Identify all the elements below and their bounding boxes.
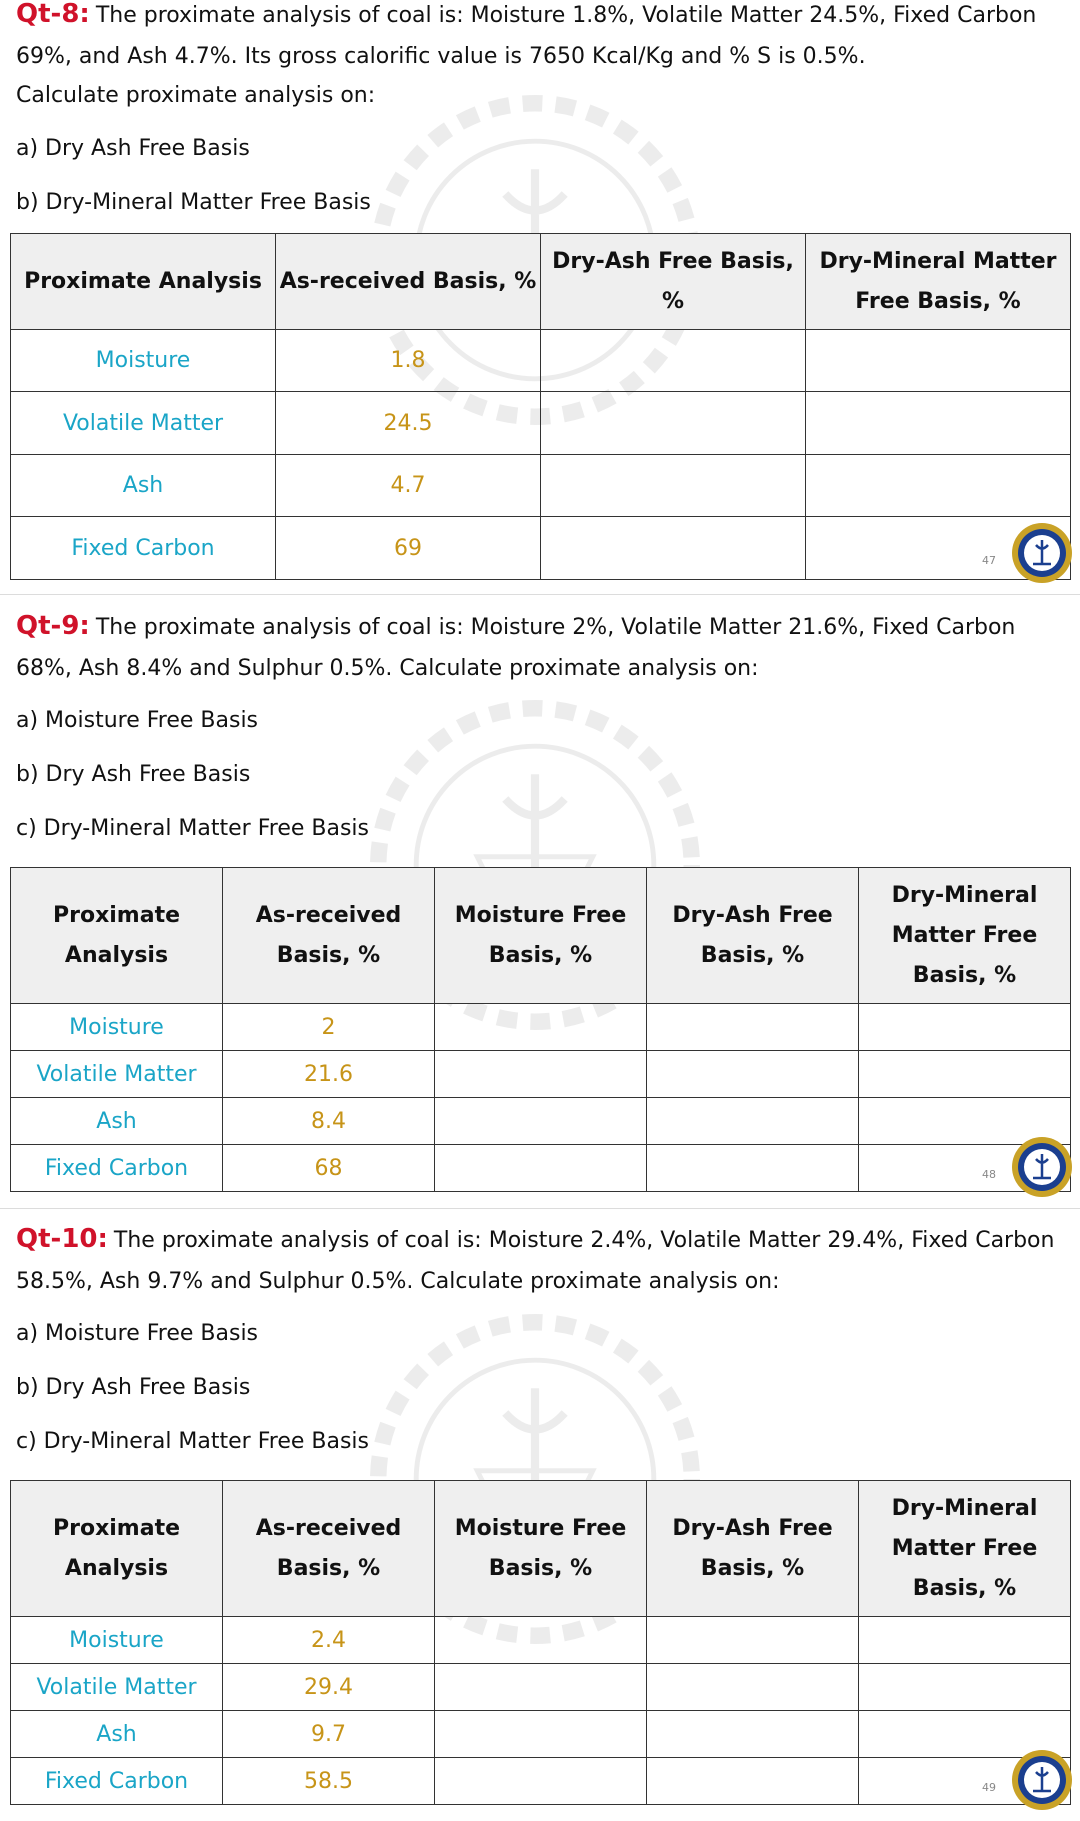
question-body: The proximate analysis of coal is: Moisture 2.4%, Volatile Matter 29.4%, Fixed Carbon 58.5%, Ash 9.7% and Sulphur 0.5%. Calculate proximate analysis on:: [16, 1228, 1055, 1294]
row-label: Moisture: [11, 1004, 223, 1051]
list-item: b) Dry-Mineral Matter Free Basis: [16, 190, 371, 215]
header-cell: Proximate Analysis: [11, 868, 223, 1004]
header-cell: Dry-Mineral Matter Free Basis, %: [806, 234, 1071, 330]
empty-cell: [647, 1051, 859, 1098]
row-value: 24.5: [276, 392, 541, 455]
empty-cell: [806, 392, 1071, 455]
row-value: 2.4: [223, 1617, 435, 1664]
header-cell: Moisture Free Basis, %: [435, 1481, 647, 1617]
table-row: [11, 1098, 1071, 1145]
row-value: 29.4: [223, 1664, 435, 1711]
list-item: b) Dry Ash Free Basis: [16, 1375, 251, 1400]
slide-qt8: [0, 0, 1080, 594]
row-value: 2: [223, 1004, 435, 1051]
row-label: Fixed Carbon: [11, 517, 276, 580]
row-label: Volatile Matter: [11, 1664, 223, 1711]
table-header-row: [11, 868, 1071, 1004]
list-item: c) Dry-Mineral Matter Free Basis: [16, 816, 370, 841]
empty-cell: [541, 392, 806, 455]
empty-cell: [647, 1145, 859, 1192]
question-label: Qt-9:: [16, 611, 90, 641]
header-cell: Dry-Mineral Matter Free Basis, %: [859, 1481, 1071, 1617]
table-row: [11, 1758, 1071, 1805]
empty-cell: [435, 1051, 647, 1098]
row-label: Moisture: [11, 330, 276, 392]
header-cell: Proximate Analysis: [11, 1481, 223, 1617]
page-number: 47: [982, 554, 996, 567]
row-value: 4.7: [276, 455, 541, 517]
empty-cell: [859, 1617, 1071, 1664]
row-label: Volatile Matter: [11, 392, 276, 455]
page-number: 49: [982, 1781, 996, 1794]
table-row: [11, 1617, 1071, 1664]
empty-cell: [647, 1004, 859, 1051]
slide-qt10: [0, 1209, 1080, 1821]
table-row: [11, 455, 1071, 517]
empty-cell: [435, 1711, 647, 1758]
list-item: c) Dry-Mineral Matter Free Basis: [16, 1429, 370, 1454]
row-label: Volatile Matter: [11, 1051, 223, 1098]
empty-cell: [647, 1098, 859, 1145]
table-row: [11, 1664, 1071, 1711]
header-cell: As-received Basis, %: [223, 868, 435, 1004]
question-text: [16, 0, 1064, 77]
row-label: Fixed Carbon: [11, 1758, 223, 1805]
row-value: 21.6: [223, 1051, 435, 1098]
empty-cell: [859, 1664, 1071, 1711]
question-body: The proximate analysis of coal is: Moisture 1.8%, Volatile Matter 24.5%, Fixed Carbon 69%, and Ash 4.7%. Its gross calorific value is 7650 Kcal/Kg and % S is 0.5%.: [16, 3, 1037, 69]
header-cell: Dry-Ash Free Basis, %: [647, 1481, 859, 1617]
empty-cell: [806, 455, 1071, 517]
row-value: 68: [223, 1145, 435, 1192]
header-cell: As-received Basis, %: [276, 234, 541, 330]
question-label: Qt-8:: [16, 0, 90, 29]
table-header-row: [11, 234, 1071, 330]
empty-cell: [435, 1758, 647, 1805]
proximate-analysis-table: [10, 233, 1071, 580]
row-value: 58.5: [223, 1758, 435, 1805]
empty-cell: [435, 1145, 647, 1192]
table-row: [11, 392, 1071, 455]
empty-cell: [859, 1004, 1071, 1051]
empty-cell: [435, 1004, 647, 1051]
table-row: [11, 330, 1071, 392]
empty-cell: [647, 1617, 859, 1664]
header-cell: As-received Basis, %: [223, 1481, 435, 1617]
question-text: [16, 1219, 1064, 1302]
row-value: 8.4: [223, 1098, 435, 1145]
empty-cell: [647, 1711, 859, 1758]
list-item: a) Moisture Free Basis: [16, 1321, 259, 1346]
empty-cell: [541, 330, 806, 392]
header-cell: Dry-Ash Free Basis, %: [541, 234, 806, 330]
instruction-text: Calculate proximate analysis on:: [16, 83, 376, 108]
institute-logo-icon: [1011, 522, 1073, 584]
row-label: Ash: [11, 1711, 223, 1758]
empty-cell: [541, 517, 806, 580]
list-item: a) Dry Ash Free Basis: [16, 136, 250, 161]
row-value: 9.7: [223, 1711, 435, 1758]
question-label: Qt-10:: [16, 1224, 108, 1254]
empty-cell: [541, 455, 806, 517]
table-row: [11, 1004, 1071, 1051]
empty-cell: [435, 1617, 647, 1664]
row-value: 69: [276, 517, 541, 580]
list-item: a) Moisture Free Basis: [16, 708, 259, 733]
table-header-row: [11, 1481, 1071, 1617]
header-cell: Dry-Mineral Matter Free Basis, %: [859, 868, 1071, 1004]
table-row: [11, 1711, 1071, 1758]
empty-cell: [435, 1664, 647, 1711]
row-label: Ash: [11, 1098, 223, 1145]
page-number: 48: [982, 1168, 996, 1181]
table-row: [11, 1145, 1071, 1192]
question-body: The proximate analysis of coal is: Moisture 2%, Volatile Matter 21.6%, Fixed Carbon 68%, Ash 8.4% and Sulphur 0.5%. Calculate proximate analysis on:: [16, 615, 1016, 681]
header-cell: Dry-Ash Free Basis, %: [647, 868, 859, 1004]
empty-cell: [647, 1664, 859, 1711]
row-label: Ash: [11, 455, 276, 517]
institute-logo-icon: [1011, 1749, 1073, 1811]
table-row: [11, 1051, 1071, 1098]
header-cell: Moisture Free Basis, %: [435, 868, 647, 1004]
empty-cell: [859, 1051, 1071, 1098]
institute-logo-icon: [1011, 1136, 1073, 1198]
proximate-analysis-table: [10, 1480, 1071, 1805]
header-cell: Proximate Analysis: [11, 234, 276, 330]
empty-cell: [647, 1758, 859, 1805]
empty-cell: [435, 1098, 647, 1145]
row-label: Fixed Carbon: [11, 1145, 223, 1192]
slide-qt9: [0, 595, 1080, 1208]
empty-cell: [806, 330, 1071, 392]
proximate-analysis-table: [10, 867, 1071, 1192]
table-row: [11, 517, 1071, 580]
question-text: [16, 606, 1064, 689]
row-value: 1.8: [276, 330, 541, 392]
row-label: Moisture: [11, 1617, 223, 1664]
list-item: b) Dry Ash Free Basis: [16, 762, 251, 787]
